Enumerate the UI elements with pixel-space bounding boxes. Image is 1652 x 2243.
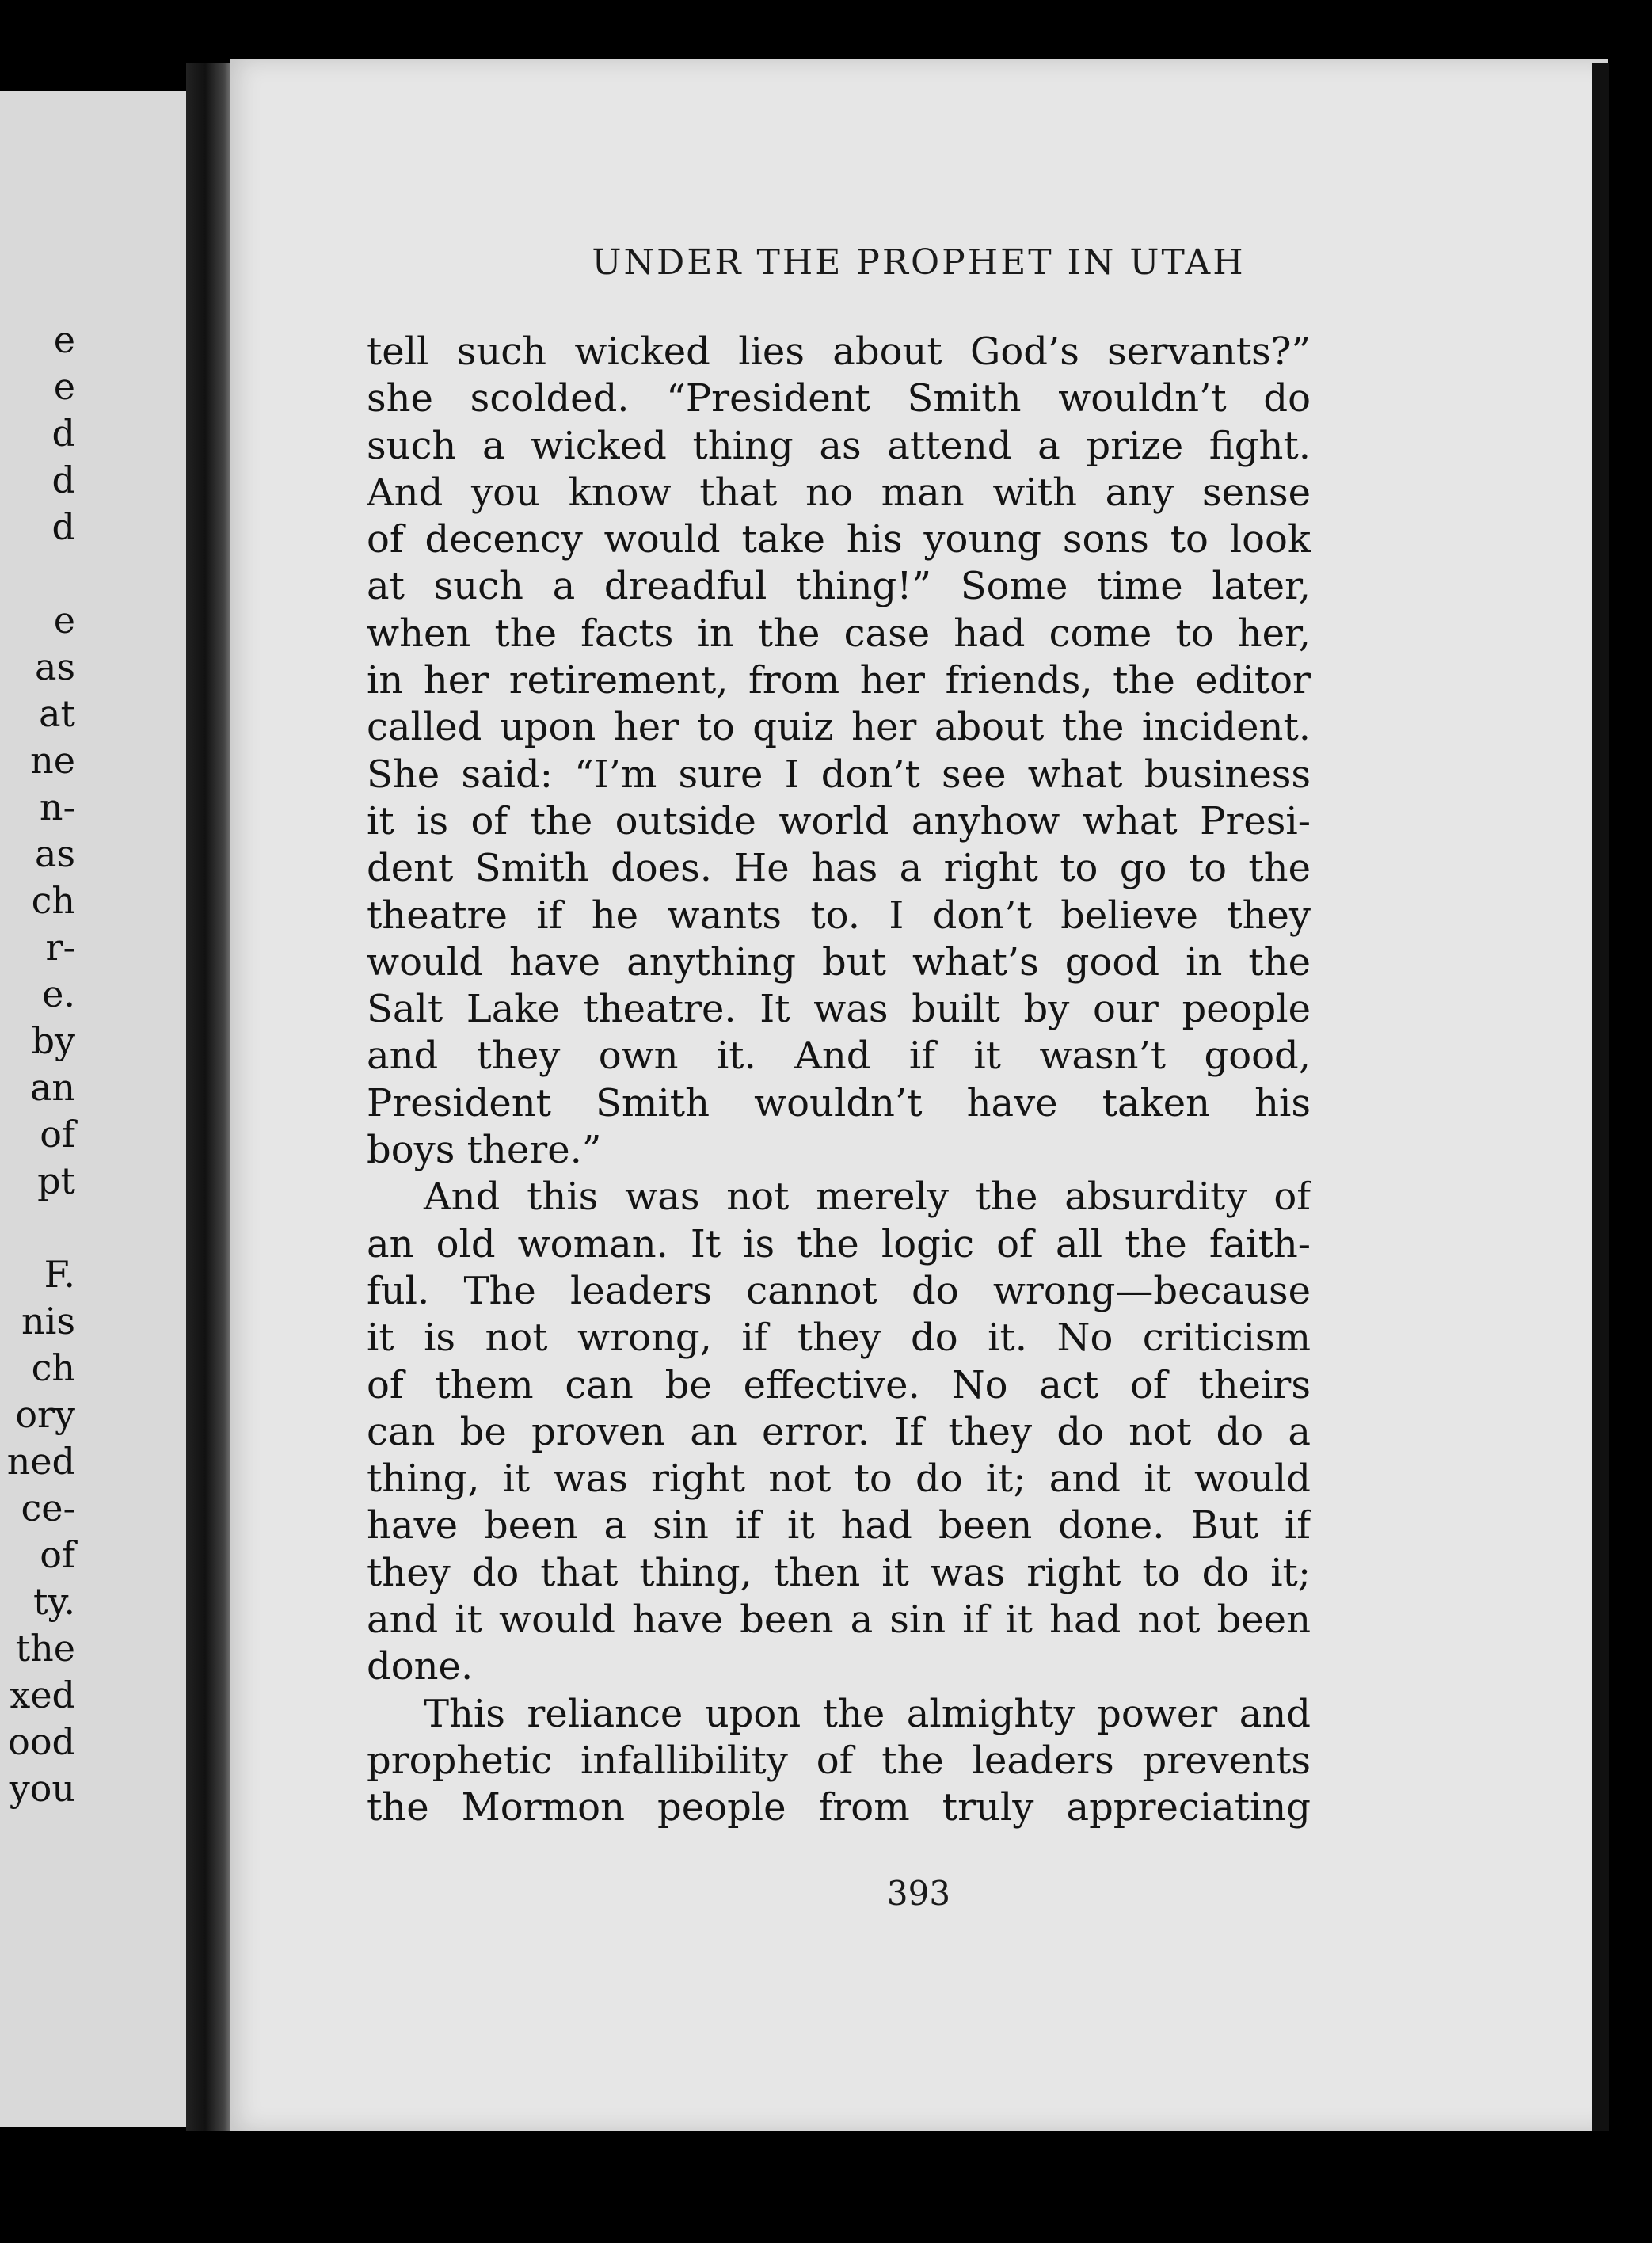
fragment: as — [34, 645, 75, 688]
text-line: such a wicked thing as attend a prize fight. — [367, 423, 1311, 468]
book-spine — [186, 63, 234, 2131]
text-line: called upon her to quiz her about the incident. — [367, 705, 1311, 750]
text-line: boys there.” — [367, 1128, 602, 1173]
text-line: and it would have been a sin if it had not been — [367, 1598, 1311, 1643]
fragment: r- — [45, 926, 75, 969]
text-line: she scolded. “President Smith wouldn’t do — [367, 376, 1311, 421]
fragment: ne — [30, 739, 75, 782]
fragment: ch — [31, 1346, 75, 1389]
fragment: F. — [44, 1253, 75, 1296]
text-line: She said: “I’m sure I don’t see what business — [367, 752, 1311, 797]
text-line: prophetic infallibility of the leaders prevents — [367, 1738, 1311, 1783]
text-line: it is not wrong, if they do it. No criticism — [367, 1316, 1311, 1361]
text-line: have been a sin if it had been done. But if — [367, 1503, 1311, 1548]
fragment: d — [51, 459, 75, 501]
left-page-text-fragments — [0, 317, 75, 1812]
fragment: ood — [8, 1720, 75, 1763]
fragment: by — [31, 1019, 75, 1062]
text-line: Salt Lake theatre. It was built by our people — [367, 987, 1311, 1032]
text-line: ful. The leaders cannot do wrong—because — [367, 1268, 1311, 1313]
fragment: at — [39, 692, 75, 735]
fragment: of — [40, 1533, 75, 1576]
fragment: ned — [6, 1440, 75, 1483]
fragment: ch — [31, 879, 75, 922]
text-line: tell such wicked lies about God’s servants?” — [367, 329, 1311, 374]
fragment: ce- — [21, 1487, 75, 1529]
fragment: n- — [39, 786, 75, 828]
text-line: of decency would take his young sons to look — [367, 517, 1311, 562]
paragraph-first-line: This reliance upon the almighty power and — [424, 1691, 1311, 1736]
fragment-gap — [0, 550, 75, 597]
text-line: at such a dreadful thing!” Some time later, — [367, 564, 1311, 609]
text-line: in her retirement, from her friends, the editor — [367, 658, 1311, 703]
fragment-gap — [0, 1205, 75, 1251]
fragment: ory — [15, 1393, 75, 1436]
fragment: an — [29, 1066, 75, 1109]
fragment: e — [53, 599, 75, 642]
text-line: dent Smith does. He has a right to go to the — [367, 846, 1311, 891]
fragment: e. — [42, 973, 75, 1015]
text-line: they do that thing, then it was right to do it; — [367, 1550, 1311, 1595]
body-text — [367, 329, 1311, 1832]
fragment: d — [51, 505, 75, 548]
text-line: done. — [367, 1644, 474, 1689]
fragment: e — [53, 365, 75, 408]
fragment: of — [40, 1113, 75, 1156]
fragment: nis — [21, 1300, 75, 1342]
text-line: of them can be effective. No act of theirs — [367, 1362, 1311, 1407]
text-line: theatre if he wants to. I don’t believe they — [367, 893, 1311, 938]
fragment: e — [53, 318, 75, 361]
text-line: an old woman. It is the logic of all the faith- — [367, 1221, 1311, 1266]
fragment: ty. — [33, 1580, 75, 1623]
page-number: 393 — [886, 1874, 951, 1913]
page-edge — [1592, 63, 1609, 2131]
text-line: can be proven an error. If they do not do a — [367, 1409, 1311, 1454]
text-line: it is of the outside world anyhow what Presi- — [367, 798, 1311, 844]
fragment: the — [15, 1627, 75, 1670]
text-line: And you know that no man with any sense — [367, 470, 1311, 515]
paragraph-first-line: And this was not merely the absurdity of — [424, 1175, 1311, 1220]
fragment: pt — [37, 1160, 75, 1202]
fragment: you — [9, 1767, 75, 1810]
text-line: and they own it. And if it wasn’t good, — [367, 1034, 1311, 1079]
fragment: as — [34, 832, 75, 875]
text-line: the Mormon people from truly appreciating — [367, 1785, 1311, 1830]
fragment: d — [51, 412, 75, 455]
text-line: thing, it was right not to do it; and it would — [367, 1457, 1311, 1502]
running-head: UNDER THE PROPHET IN UTAH — [592, 242, 1246, 283]
text-line: President Smith wouldn’t have taken his — [367, 1080, 1311, 1125]
text-line: when the facts in the case had come to her, — [367, 611, 1311, 656]
text-line: would have anything but what’s good in the — [367, 939, 1311, 984]
fragment: xed — [10, 1674, 75, 1716]
